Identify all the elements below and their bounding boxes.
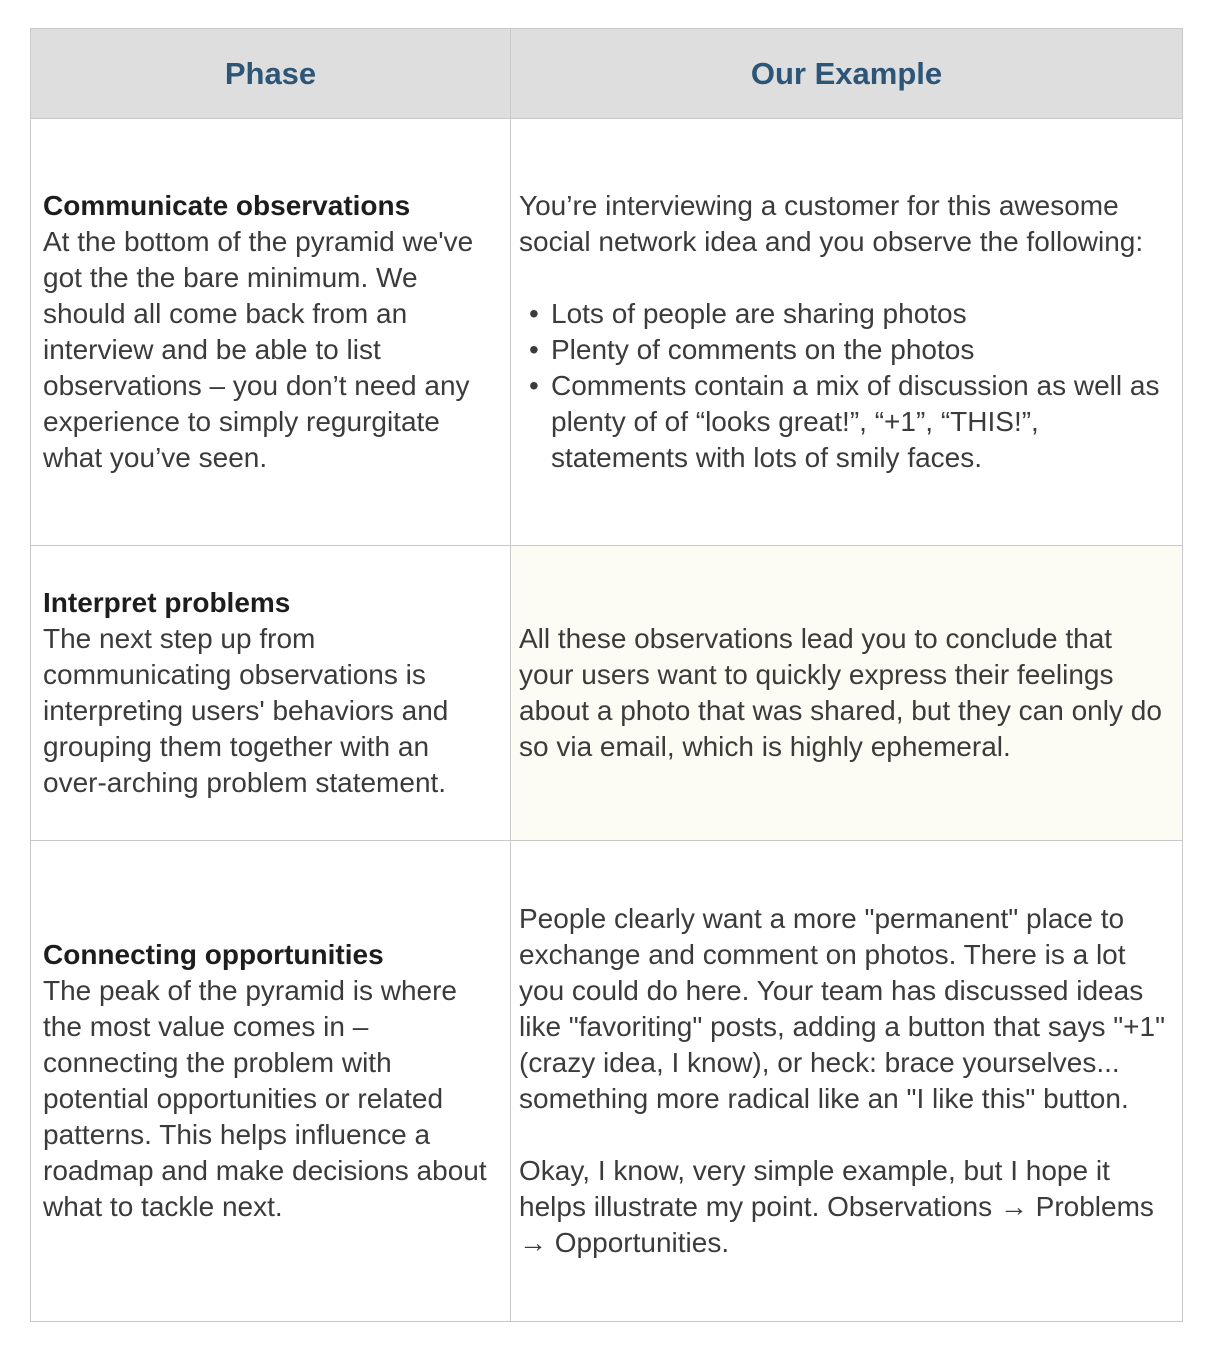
phase-cell-interpret-problems bbox=[31, 546, 511, 841]
table-row-communicate-observations bbox=[31, 119, 1183, 546]
example-cell-opportunities bbox=[511, 841, 1183, 1322]
column-header-example: Our Example bbox=[511, 29, 1183, 119]
column-header-phase: Phase bbox=[31, 29, 511, 119]
example-paragraph: Okay, I know, very simple example, but I hope it helps illustrate my point. Observations → Problems → Opportunities. bbox=[519, 1155, 1154, 1258]
example-paragraph: People clearly want a more "permanent" place to exchange and comment on photos. There is a lot you could do here. Your team has discussed ideas like "favoriting" posts, adding a button that says "+1" (crazy idea, I know), or heck: brace yourselves... something more radical like an "I like this" button. bbox=[519, 903, 1166, 1114]
example-intro-text: You’re interviewing a customer for this awesome social network idea and you observe the following: bbox=[519, 190, 1144, 257]
phase-title: Interpret problems bbox=[43, 587, 291, 618]
phase-description: The peak of the pyramid is where the most value comes in – connecting the problem with potential opportunities or related patterns. This helps influence a roadmap and make decisions about what to tackle next. bbox=[43, 975, 487, 1222]
phase-cell-connecting-opportunities bbox=[31, 841, 511, 1322]
phase-cell-communicate-observations bbox=[31, 119, 511, 546]
table-row-connecting-opportunities bbox=[31, 841, 1183, 1322]
bullet-item-text: Lots of people are sharing photos bbox=[551, 298, 967, 329]
example-cell-problems bbox=[511, 546, 1183, 841]
phase-title: Connecting opportunities bbox=[43, 939, 384, 970]
phase-description: The next step up from communicating observations is interpreting users' behaviors and grouping them together with an over-arching problem statement. bbox=[43, 623, 449, 798]
phase-description: At the bottom of the pyramid we've got the the bare minimum. We should all come back from an interview and be able to list observations – you don’t need any experience to simply regurgitate what you’ve seen. bbox=[43, 226, 474, 473]
bullet-icon: • bbox=[529, 298, 539, 329]
table-row-interpret-problems bbox=[31, 546, 1183, 841]
list-item bbox=[519, 368, 1168, 476]
bullet-item-text: Plenty of comments on the photos bbox=[551, 334, 975, 365]
bullet-icon: • bbox=[529, 334, 539, 365]
observations-bullet-list bbox=[519, 296, 1168, 476]
list-item bbox=[519, 296, 1168, 332]
phase-title: Communicate observations bbox=[43, 190, 411, 221]
example-paragraph: All these observations lead you to conclude that your users want to quickly express their feelings about a photo that was shared, but they can only do so via email, which is highly ephemeral. bbox=[519, 623, 1162, 762]
phase-example-table bbox=[30, 28, 1183, 1322]
bullet-item-text: Comments contain a mix of discussion as well as plenty of of “looks great!”, “+1”, “THIS!”, statements with lots of smily faces. bbox=[551, 370, 1160, 473]
bullet-icon: • bbox=[529, 370, 539, 401]
example-cell-observations bbox=[511, 119, 1183, 546]
header-row bbox=[31, 29, 1183, 119]
list-item bbox=[519, 332, 1168, 368]
